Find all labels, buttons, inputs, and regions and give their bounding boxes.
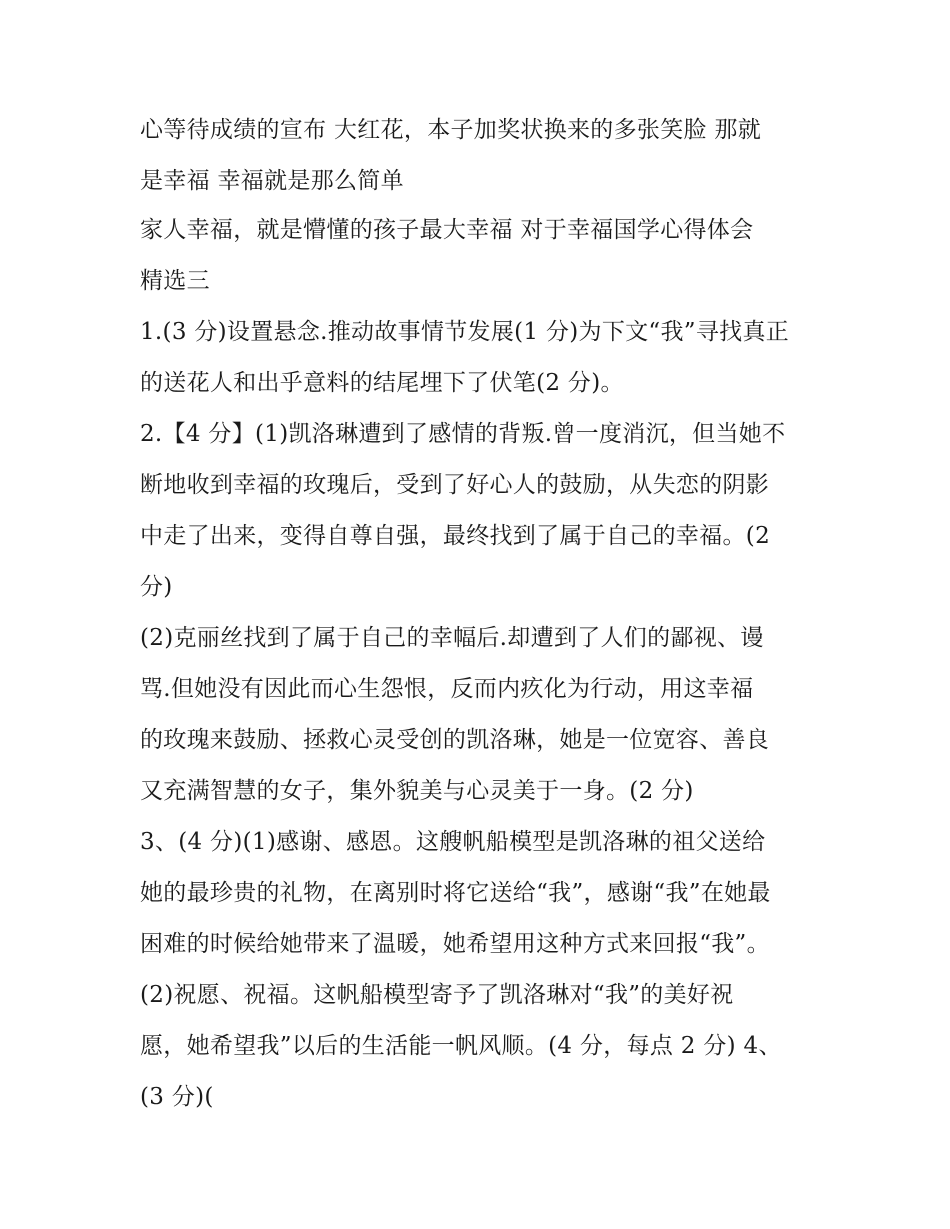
text-line-1: 心等待成绩的宣布 大红花，本子加奖状换来的多张笑脸 那就 xyxy=(140,117,762,143)
text-line-3: 家人幸福，就是懵懂的孩子最大幸福 对于幸福国学心得体会 xyxy=(140,217,754,243)
text-line-16: 她的最珍贵的礼物，在离别时将它送给“我”，感谢“我”在她最 xyxy=(140,880,771,906)
text-line-15: 3、(4 分)(1)感谢、感恩。这艘帆船模型是凯洛琳的祖父送给 xyxy=(140,829,766,855)
text-line-20: (3 分)( xyxy=(140,1084,214,1110)
text-line-4: 精选三 xyxy=(140,268,210,294)
text-line-10: 分) xyxy=(140,574,173,600)
text-line-13: 的玫瑰来鼓励、拯救心灵受创的凯洛琳，她是一位宽容、善良 xyxy=(140,727,770,753)
text-line-2: 是幸福 幸福就是那么简单 xyxy=(140,168,404,194)
text-line-14: 又充满智慧的女子，集外貌美与心灵美于一身。(2 分) xyxy=(140,778,694,804)
text-line-5: 1.(3 分)设置悬念.推动故事情节发展(1 分)为下文“我”寻找真正 xyxy=(140,319,790,345)
text-line-12: 骂.但她没有因此而心生怨恨，反而内疚化为行动，用这幸福 xyxy=(140,676,754,702)
text-line-17: 困难的时候给她带来了温暖，她希望用这种方式来回报“我”。 xyxy=(140,931,770,957)
text-line-9: 中走了出来，变得自尊自强，最终找到了属于自己的幸福。(2 xyxy=(140,523,771,549)
text-line-6: 的送花人和出乎意料的结尾埋下了伏笔(2 分)。 xyxy=(140,370,624,396)
text-line-8: 断地收到幸福的玫瑰后，受到了好心人的鼓励，从失恋的阴影 xyxy=(140,472,770,498)
text-line-18: (2)祝愿、祝福。这帆船模型寄予了凯洛琳对“我”的美好祝 xyxy=(140,982,734,1008)
text-line-11: (2)克丽丝找到了属于自己的幸幅后.却遭到了人们的鄙视、谩 xyxy=(140,625,764,651)
text-line-19: 愿，她希望我”以后的生活能一帆风顺。(4 分，每点 2 分) 4、 xyxy=(140,1033,782,1059)
text-line-7: 2.【4 分】(1)凯洛琳遭到了感情的背叛.曾一度消沉，但当她不 xyxy=(140,421,786,447)
